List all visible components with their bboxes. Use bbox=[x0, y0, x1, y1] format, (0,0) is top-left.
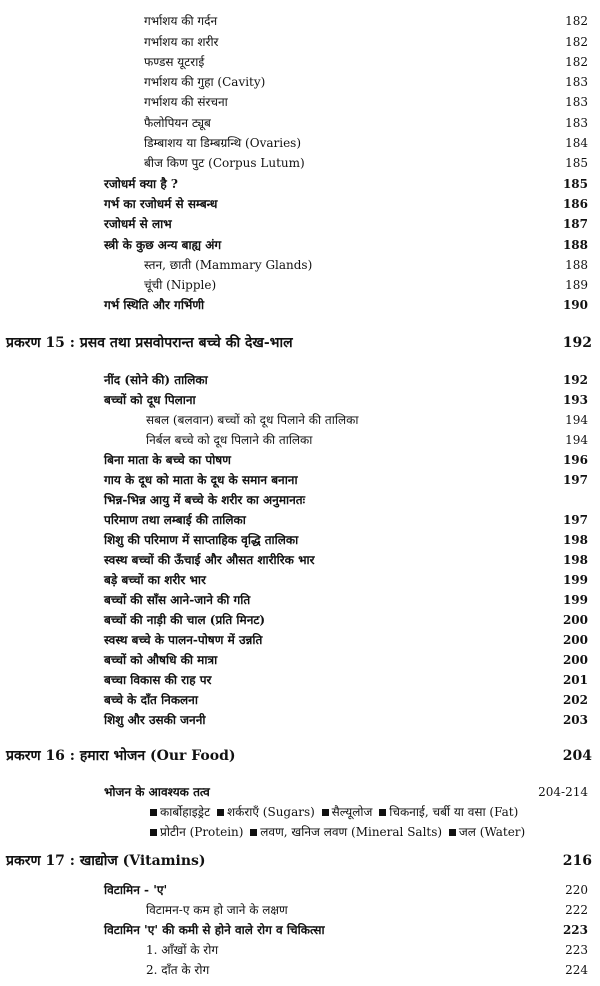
toc-entry[interactable] bbox=[0, 920, 600, 940]
toc-entry[interactable] bbox=[0, 450, 600, 470]
square-bullet-icon bbox=[217, 809, 224, 816]
toc-entry[interactable] bbox=[0, 11, 600, 31]
toc-entry-label: भिन्न-भिन्न आयु में बच्चे के शरीर का अनुमानतः bbox=[104, 493, 306, 507]
toc-entry-page: 188 bbox=[565, 258, 588, 272]
toc-entry[interactable] bbox=[0, 690, 600, 710]
nutrient-bullet: कार्बोहाइड्रेट bbox=[150, 805, 210, 819]
toc-entry-label: फण्डस यूटराई bbox=[144, 55, 205, 69]
toc-entry[interactable] bbox=[0, 194, 600, 214]
toc-entry-label: बिना माता के बच्चे का पोषण bbox=[104, 453, 231, 467]
square-bullet-icon bbox=[150, 829, 157, 836]
nutrient-bullet: चिकनाई, चर्बी या वसा (Fat) bbox=[379, 805, 518, 819]
toc-entry-label: स्तन, छाती (Mammary Glands) bbox=[144, 258, 313, 272]
toc-entry-label: बच्चों की नाड़ी की चाल (प्रति मिनट) bbox=[104, 613, 266, 627]
toc-entry[interactable] bbox=[0, 510, 600, 530]
toc-entry[interactable] bbox=[0, 113, 600, 133]
toc-entry-page: 199 bbox=[562, 573, 588, 587]
toc-entry-page: 197 bbox=[562, 513, 588, 527]
nutrient-bullet-list bbox=[150, 822, 528, 842]
toc-entry-page: 223 bbox=[565, 943, 588, 957]
toc-entry-page: 197 bbox=[562, 473, 588, 487]
toc-entry-label: गर्भाशय का शरीर bbox=[144, 35, 219, 49]
toc-entry-label: गर्भाशय की गुहा (Cavity) bbox=[144, 75, 266, 89]
toc-entry-page: 201 bbox=[562, 673, 588, 687]
nutrient-bullets-line bbox=[0, 802, 600, 822]
toc-entry[interactable] bbox=[0, 960, 600, 980]
toc-entry-page: 184 bbox=[565, 136, 588, 150]
toc-entry-label: 2. दाँत के रोग bbox=[146, 963, 210, 977]
toc-entry[interactable] bbox=[0, 940, 600, 960]
toc-entry-label: 1. आँखों के रोग bbox=[146, 943, 219, 957]
toc-entry[interactable] bbox=[0, 630, 600, 650]
toc-entry-label: नींद (सोने की) तालिका bbox=[104, 373, 208, 387]
chapter-page: 204 bbox=[562, 748, 592, 764]
toc-entry[interactable] bbox=[0, 370, 600, 390]
toc-entry-page: 190 bbox=[562, 298, 588, 312]
toc-entry-label: स्त्री के कुछ अन्य बाह्य अंग bbox=[104, 238, 222, 252]
toc-entry-page: 200 bbox=[562, 613, 588, 627]
toc-entry-label: भोजन के आवश्यक तत्व bbox=[104, 785, 210, 799]
toc-entry-page: 200 bbox=[562, 653, 588, 667]
toc-entry-page: 192 bbox=[562, 373, 588, 387]
toc-entry-page: 185 bbox=[562, 177, 588, 191]
toc-entry-page: 203 bbox=[562, 713, 588, 727]
toc-entry[interactable] bbox=[0, 52, 600, 72]
nutrient-bullet-list bbox=[150, 802, 521, 822]
toc-entry-label: शिशु की परिमाण में साप्ताहिक वृद्धि तालिका bbox=[104, 533, 299, 547]
toc-entry-label: विटामन-ए कम हो जाने के लक्षण bbox=[146, 903, 288, 917]
toc-entry[interactable] bbox=[0, 174, 600, 194]
toc-entry[interactable] bbox=[0, 670, 600, 690]
toc-entry-page: 183 bbox=[565, 116, 588, 130]
toc-entry-page: 204-214 bbox=[538, 785, 588, 799]
toc-entry-page: 188 bbox=[562, 238, 588, 252]
toc-entry[interactable] bbox=[0, 92, 600, 112]
chapter-page: 192 bbox=[562, 335, 592, 351]
toc-entry[interactable] bbox=[0, 610, 600, 630]
toc-entry-page: 202 bbox=[562, 693, 588, 707]
square-bullet-icon bbox=[449, 829, 456, 836]
toc-entry-label: बच्चों को दूध पिलाना bbox=[104, 393, 196, 407]
toc-entry-page: 194 bbox=[565, 433, 588, 447]
toc-entry-label: गर्भाशय की गर्दन bbox=[144, 14, 218, 28]
toc-entry[interactable] bbox=[0, 570, 600, 590]
toc-entry-label: बड़े बच्चों का शरीर भार bbox=[104, 573, 206, 587]
toc-entry[interactable] bbox=[0, 133, 600, 153]
toc-entry-page: 186 bbox=[562, 197, 588, 211]
toc-entry-page: 194 bbox=[565, 413, 588, 427]
square-bullet-icon bbox=[379, 809, 386, 816]
toc-entry[interactable] bbox=[0, 235, 600, 255]
toc-entry-page: 222 bbox=[565, 903, 588, 917]
toc-entry[interactable] bbox=[0, 650, 600, 670]
nutrient-bullet: सैल्यूलोज bbox=[322, 805, 373, 819]
chapter-heading-16[interactable] bbox=[0, 745, 600, 765]
square-bullet-icon bbox=[250, 829, 257, 836]
toc-entry[interactable] bbox=[0, 490, 600, 510]
toc-entry[interactable] bbox=[0, 255, 600, 275]
nutrient-bullet: जल (Water) bbox=[449, 825, 525, 839]
toc-entry[interactable] bbox=[0, 880, 600, 900]
toc-entry-label: निर्बल बच्चे को दूध पिलाने की तालिका bbox=[146, 433, 313, 447]
toc-entry-page: 193 bbox=[562, 393, 588, 407]
toc-entry-label: फैलोपियन ट्यूब bbox=[144, 116, 211, 130]
toc-entry-page: 183 bbox=[565, 75, 588, 89]
toc-entry[interactable] bbox=[0, 530, 600, 550]
toc-entry-page: 224 bbox=[565, 963, 588, 977]
toc-entry-page: 182 bbox=[565, 14, 588, 28]
toc-entry-label: स्वस्थ बच्चों की ऊँचाई और औसत शारीरिक भार bbox=[104, 553, 315, 567]
toc-entry-page: 185 bbox=[565, 156, 588, 170]
nutrient-bullet: प्रोटीन (Protein) bbox=[150, 825, 243, 839]
toc-entry-label: चूंची (Nipple) bbox=[144, 278, 217, 292]
toc-entry[interactable] bbox=[0, 72, 600, 92]
toc-entry-label: गर्भाशय की संरचना bbox=[144, 95, 228, 109]
toc-entry-label: सबल (बलवान) बच्चों को दूध पिलाने की तालिका bbox=[146, 413, 359, 427]
toc-entry[interactable] bbox=[0, 390, 600, 410]
chapter-title: प्रकरण 17 : खाद्योज (Vitamins) bbox=[6, 853, 206, 869]
toc-entry[interactable] bbox=[0, 550, 600, 570]
toc-entry[interactable] bbox=[0, 32, 600, 52]
toc-entry[interactable] bbox=[0, 295, 600, 315]
toc-entry-label: स्वस्थ बच्चे के पालन-पोषण में उन्नति bbox=[104, 633, 263, 647]
toc-entry[interactable] bbox=[0, 710, 600, 730]
square-bullet-icon bbox=[150, 809, 157, 816]
toc-entry-label: शिशु और उसकी जननी bbox=[104, 713, 206, 727]
toc-entry-label: बच्चे के दाँत निकलना bbox=[104, 693, 198, 707]
chapter-title: प्रकरण 15 : प्रसव तथा प्रसवोपरान्त बच्चे की देख-भाल bbox=[6, 335, 293, 351]
toc-entry[interactable] bbox=[0, 275, 600, 295]
toc-entry-page: 182 bbox=[565, 55, 588, 69]
toc-entry[interactable] bbox=[0, 470, 600, 490]
toc-entry[interactable] bbox=[0, 410, 600, 430]
toc-entry-label: गर्भ का रजोधर्म से सम्बन्ध bbox=[104, 197, 218, 211]
toc-entry-label: विटामिन - 'ए' bbox=[104, 883, 168, 897]
toc-entry-label: रजोधर्म क्या है ? bbox=[104, 177, 178, 191]
toc-entry-page: 183 bbox=[565, 95, 588, 109]
toc-entry-label: विटामिन 'ए' की कमी से होने वाले रोग व चिकित्सा bbox=[104, 923, 325, 937]
chapter-page: 216 bbox=[562, 853, 592, 869]
toc-entry-label: बच्चों की साँस आने-जाने की गति bbox=[104, 593, 251, 607]
chapter-title: प्रकरण 16 : हमारा भोजन (Our Food) bbox=[6, 748, 236, 764]
toc-entry-page: 196 bbox=[562, 453, 588, 467]
toc-entry-label: बीज किण पुट (Corpus Lutum) bbox=[144, 156, 305, 170]
toc-entry-label: डिम्बाशय या डिम्बग्रन्थि (Ovaries) bbox=[144, 136, 302, 150]
toc-entry-page: 187 bbox=[562, 217, 588, 231]
toc-entry-page: 189 bbox=[565, 278, 588, 292]
toc-entry-page: 200 bbox=[562, 633, 588, 647]
toc-entry[interactable] bbox=[0, 900, 600, 920]
toc-entry[interactable] bbox=[0, 153, 600, 173]
toc-entry-page: 223 bbox=[562, 923, 588, 937]
toc-entry[interactable] bbox=[0, 214, 600, 234]
toc-entry-label: परिमाण तथा लम्बाई की तालिका bbox=[104, 513, 246, 527]
toc-entry[interactable] bbox=[0, 590, 600, 610]
toc-entry-page: 199 bbox=[562, 593, 588, 607]
chapter-heading-17[interactable] bbox=[0, 850, 600, 870]
nutrient-bullet: शर्कराएँ (Sugars) bbox=[217, 805, 315, 819]
toc-entry-label: गाय के दूध को माता के दूध के समान बनाना bbox=[104, 473, 298, 487]
toc-entry-page: 198 bbox=[562, 553, 588, 567]
toc-entry-label: बच्चों को औषधि की मात्रा bbox=[104, 653, 218, 667]
toc-entry-page: 182 bbox=[565, 35, 588, 49]
toc-entry[interactable] bbox=[0, 430, 600, 450]
toc-entry-label: रजोधर्म से लाभ bbox=[104, 217, 172, 231]
toc-entry-label: बच्चा विकास की राह पर bbox=[104, 673, 212, 687]
toc-entry-label: गर्भ स्थिति और गर्भिणी bbox=[104, 298, 205, 312]
nutrient-bullets-line bbox=[0, 822, 600, 842]
toc-entry-page: 198 bbox=[562, 533, 588, 547]
toc-entry[interactable] bbox=[0, 782, 600, 802]
toc-entry-page: 220 bbox=[565, 883, 588, 897]
nutrient-bullet: लवण, खनिज लवण (Mineral Salts) bbox=[250, 825, 442, 839]
chapter-heading-15[interactable] bbox=[0, 332, 600, 352]
square-bullet-icon bbox=[322, 809, 329, 816]
